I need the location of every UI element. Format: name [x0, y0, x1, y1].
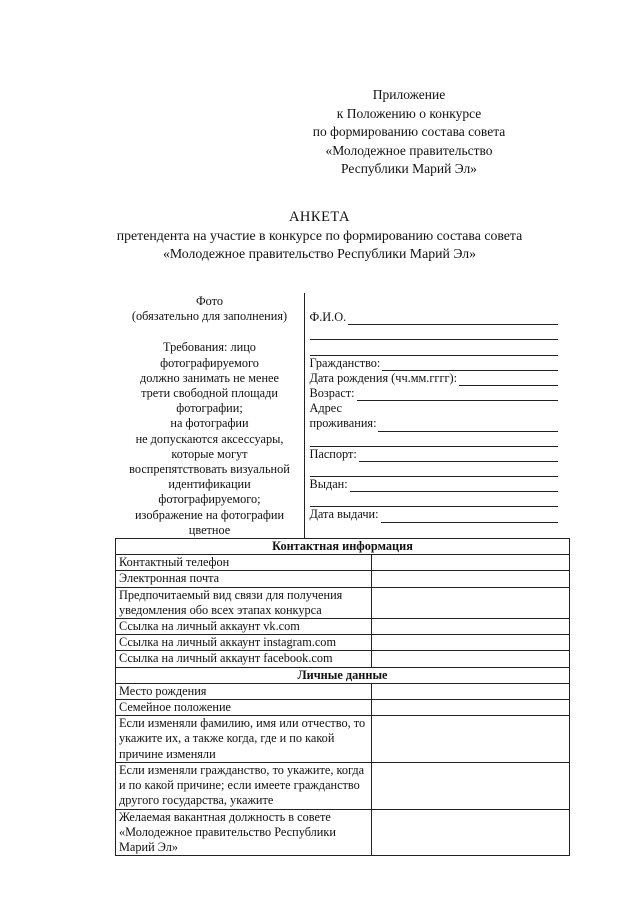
citizenship-line[interactable] — [382, 359, 557, 371]
issued-field[interactable] — [310, 477, 558, 492]
birthdate-field[interactable] — [310, 371, 558, 386]
photo-fields-row — [116, 293, 570, 539]
photo-req: цветное — [188, 522, 231, 537]
personal-question: Если изменяли фамилию, имя или отчество, то укажите их, а также когда, где и по какой причине изменяли — [116, 716, 372, 763]
citizenship-label: Гражданство: — [309, 355, 381, 370]
contact-question: Ссылка на личный аккаунт facebook.com — [116, 651, 372, 667]
personal-fields — [304, 293, 570, 538]
photo-req: Требования: лицо — [163, 340, 256, 355]
appendix-line: «Молодежное правительство — [325, 142, 493, 158]
contact-question: Предпочитаемый вид связи для получения уведомления обо всех этапах конкурса — [116, 587, 372, 618]
age-line[interactable] — [357, 389, 558, 401]
table-row — [116, 651, 570, 667]
table-row — [116, 700, 570, 716]
appendix-header — [279, 86, 539, 179]
issue-date-line[interactable] — [381, 511, 558, 523]
photo-note: (обязательно для заполнения) — [131, 309, 288, 324]
citizenship-field[interactable] — [310, 356, 558, 371]
address-line-2[interactable] — [310, 432, 558, 447]
answer-cell[interactable] — [372, 683, 570, 699]
issue-date-label: Дата выдачи: — [309, 507, 379, 522]
age-label: Возраст: — [309, 385, 355, 400]
fio-line-2[interactable] — [310, 325, 558, 340]
photo-req: фотографируемого; — [158, 492, 261, 507]
photo-req: изображение на фотографии — [134, 507, 285, 522]
fio-line-3[interactable] — [310, 340, 558, 355]
answer-cell[interactable] — [372, 809, 570, 856]
address-label-2: проживания: — [309, 416, 377, 431]
photo-fields-inner — [116, 293, 570, 538]
contact-question: Ссылка на личный аккаунт instagram.com — [116, 635, 372, 651]
photo-req: не допускаются аксессуары, — [135, 431, 284, 446]
fio-line[interactable] — [348, 313, 557, 325]
table-row — [116, 683, 570, 699]
answer-cell[interactable] — [372, 555, 570, 571]
birthdate-line[interactable] — [459, 374, 557, 386]
answer-cell[interactable] — [372, 587, 570, 618]
application-form-table — [115, 293, 570, 856]
contact-question: Контактный телефон — [116, 555, 372, 571]
contact-question: Электронная почта — [116, 571, 372, 587]
appendix-line: к Положению о конкурсе — [336, 105, 482, 121]
table-row — [116, 809, 570, 856]
photo-req: на фотографии — [170, 416, 249, 431]
personal-question: Если изменяли гражданство, то укажите, когда и по какой причине; если имеете гражданство другого государства, укажите — [116, 762, 372, 809]
appendix-line: по формированию состава совета — [312, 124, 506, 139]
photo-req: должно занимать не менее — [140, 370, 279, 385]
photo-head: Фото — [195, 294, 224, 308]
answer-cell[interactable] — [372, 651, 570, 667]
photo-req: которые могут — [171, 446, 248, 461]
answer-cell[interactable] — [372, 635, 570, 651]
answer-cell[interactable] — [372, 700, 570, 716]
appendix-line: Приложение — [372, 87, 446, 102]
table-row — [116, 587, 570, 618]
personal-question: Желаемая вакантная должность в совете «Молодежное правительство Республики Марий Эл» — [116, 809, 372, 856]
personal-section-header: Личные данные — [116, 667, 570, 683]
appendix-line: Республики Марий Эл» — [341, 161, 477, 176]
answer-cell[interactable] — [372, 762, 570, 809]
age-field[interactable] — [310, 386, 558, 401]
passport-line-2[interactable] — [310, 462, 558, 477]
table-row — [116, 762, 570, 809]
table-row — [116, 571, 570, 587]
fio-label: Ф.И.О. — [309, 309, 347, 324]
personal-question: Место рождения — [116, 683, 372, 699]
table-row — [116, 716, 570, 763]
photo-req: фотографируемого — [160, 355, 259, 370]
issued-label: Выдан: — [309, 477, 348, 492]
photo-cell[interactable] — [116, 293, 305, 538]
photo-req: трети свободной площади — [141, 386, 278, 401]
answer-cell[interactable] — [372, 571, 570, 587]
table-row — [116, 619, 570, 635]
issued-line-2[interactable] — [310, 492, 558, 507]
contact-section-header: Контактная информация — [116, 539, 570, 555]
answer-cell[interactable] — [372, 619, 570, 635]
photo-req: воспрепятствовать визуальной — [129, 462, 290, 477]
title-main: АНКЕТА — [288, 209, 351, 225]
answer-cell[interactable] — [372, 716, 570, 763]
birthdate-label: Дата рождения (чч.мм.гггг): — [309, 370, 458, 385]
contact-question: Ссылка на личный аккаунт vk.com — [116, 619, 372, 635]
passport-field[interactable] — [310, 447, 558, 462]
issued-line[interactable] — [350, 480, 558, 492]
address-line[interactable] — [378, 420, 557, 432]
personal-question: Семейное положение — [116, 700, 372, 716]
title-subtitle: претендента на участие в конкурсе по формированию состава совета — [116, 227, 523, 243]
issue-date-field[interactable] — [310, 507, 558, 522]
table-row — [116, 635, 570, 651]
address-field[interactable] — [310, 416, 558, 431]
fio-field[interactable] — [310, 310, 558, 325]
address-label-row — [310, 401, 558, 416]
address-label: Адрес — [309, 401, 343, 416]
title-org: «Молодежное правительство Республики Марий Эл» — [162, 246, 477, 261]
document-title — [0, 208, 639, 264]
photo-req: фотографии; — [176, 401, 243, 416]
table-row — [116, 555, 570, 571]
passport-line[interactable] — [359, 450, 558, 462]
passport-label: Паспорт: — [309, 446, 357, 461]
photo-req: идентификации — [168, 477, 251, 492]
